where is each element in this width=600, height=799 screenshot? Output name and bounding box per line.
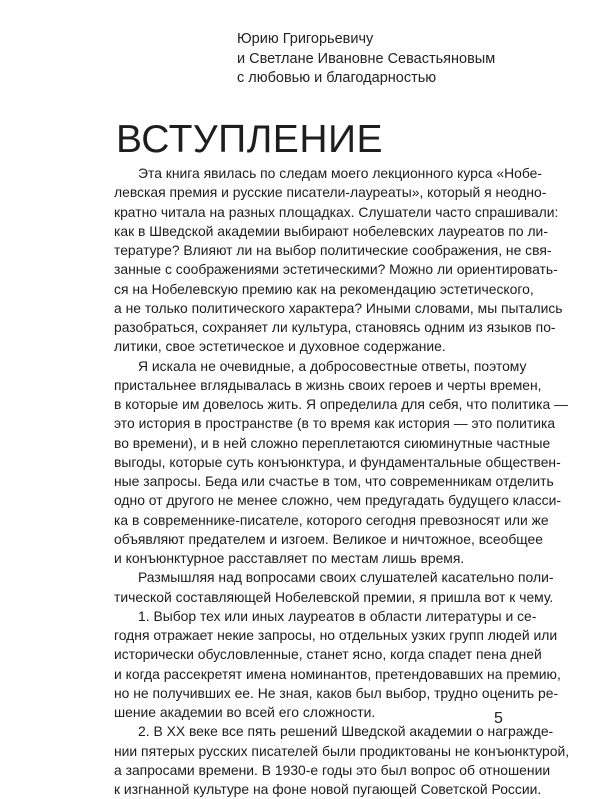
text-line: но не получивших ее. Не зная, каков был выбор, трудно оценить ре- bbox=[114, 684, 559, 701]
text-line: в которые им довелось жить. Я определила для себя, что политика — bbox=[114, 396, 569, 412]
dedication bbox=[237, 30, 495, 89]
text-line: а не только политического характера? Иными словами, мы пытались bbox=[114, 299, 563, 316]
text-line: исторически обусловленные, станет ясно, когда спадет пена дней bbox=[114, 646, 542, 663]
text-line: 1. Выбор тех или иных лауреатов в области литературы и се- bbox=[138, 607, 537, 624]
dedication-line: с любовью и благодарностью bbox=[237, 70, 437, 86]
text-line: Размышляя над вопросами своих слушателей касательно поли- bbox=[138, 569, 554, 586]
text-line: 2. В XX веке все пять решений Шведской академии о награжде- bbox=[138, 723, 554, 740]
text-line: Я искала не очевидные, а добросовестные ответы, поэтому bbox=[138, 357, 527, 374]
text-line: ные запросы. Беда или счастье в том, что современникам отделить bbox=[114, 473, 554, 489]
text-line: левская премия и русские писатели-лауреаты», который я неодно- bbox=[114, 184, 547, 201]
text-line: пристальнее вглядывалась в жизнь своих героев и черты времен, bbox=[114, 376, 542, 393]
text-line: ся на Нобелевскую премию как на рекомендацию эстетического, bbox=[114, 280, 534, 297]
text-line: шение академии во всей его сложности. bbox=[114, 704, 376, 720]
text-line: разобраться, сохраняет ли культура, становясь одним из языков по- bbox=[114, 319, 556, 335]
text-line: это история в пространстве (в то время как история — это политика bbox=[114, 415, 556, 432]
text-line: к изгнанной культуре на фоне новой пугающей Советской России. bbox=[114, 781, 542, 797]
text-line: тической составляющей Нобелевской премии, я пришла вот к чему. bbox=[114, 588, 554, 605]
text-line: во времени), и в ней сложно переплетаются сиюминутные частные bbox=[114, 434, 551, 451]
text-line: Эта книга явилась по следам моего лекционного курса «Нобе- bbox=[138, 165, 542, 181]
chapter-heading: ВСТУПЛЕНИЕ bbox=[116, 118, 384, 161]
text-line: и конъюнктурное расставляет по местам лишь время. bbox=[114, 550, 465, 566]
body-text bbox=[114, 164, 570, 799]
text-line: а запросами времени. В 1930-е годы это был вопрос об отношении bbox=[114, 761, 551, 778]
dedication-line: и Светлане Ивановне Севастьяновым bbox=[237, 50, 496, 67]
text-line: как в Шведской академии выбирают нобелевских лауреатов по ли- bbox=[114, 222, 548, 239]
text-line: литики, свое эстетическое и духовное содержание. bbox=[114, 338, 446, 355]
page-number: 5 bbox=[494, 710, 503, 727]
text-line: и когда рассекретят имена номинантов, претендовавших на премию, bbox=[114, 665, 561, 682]
text-line: выгоды, которые суть конъюнктура, и фундаментальные обществен- bbox=[114, 453, 561, 470]
text-line: годня отражает некие запросы, но отдельных узких групп людей или bbox=[114, 627, 558, 643]
dedication-line: Юрию Григорьевичу bbox=[237, 31, 374, 47]
text-line: нии пятерых русских писателей были продиктованы не конъюнктурой, bbox=[114, 742, 570, 759]
text-line: объявляют предателем и изгоем. Великое и ничтожное, всеобщее bbox=[114, 530, 543, 547]
text-line: одно от другого не менее сложно, чем предугадать будущего класси- bbox=[114, 492, 561, 509]
text-line: тературе? Влияют ли на выбор политические соображения, не свя- bbox=[114, 242, 552, 258]
text-line: занные с соображениями эстетическими? Можно ли ориентировать- bbox=[114, 261, 558, 278]
text-line: ка в современнике-писателе, которого сегодня превозносят или же bbox=[114, 511, 549, 528]
text-line: кратно читала на разных площадках. Слушатели часто спрашивали: bbox=[114, 203, 559, 220]
